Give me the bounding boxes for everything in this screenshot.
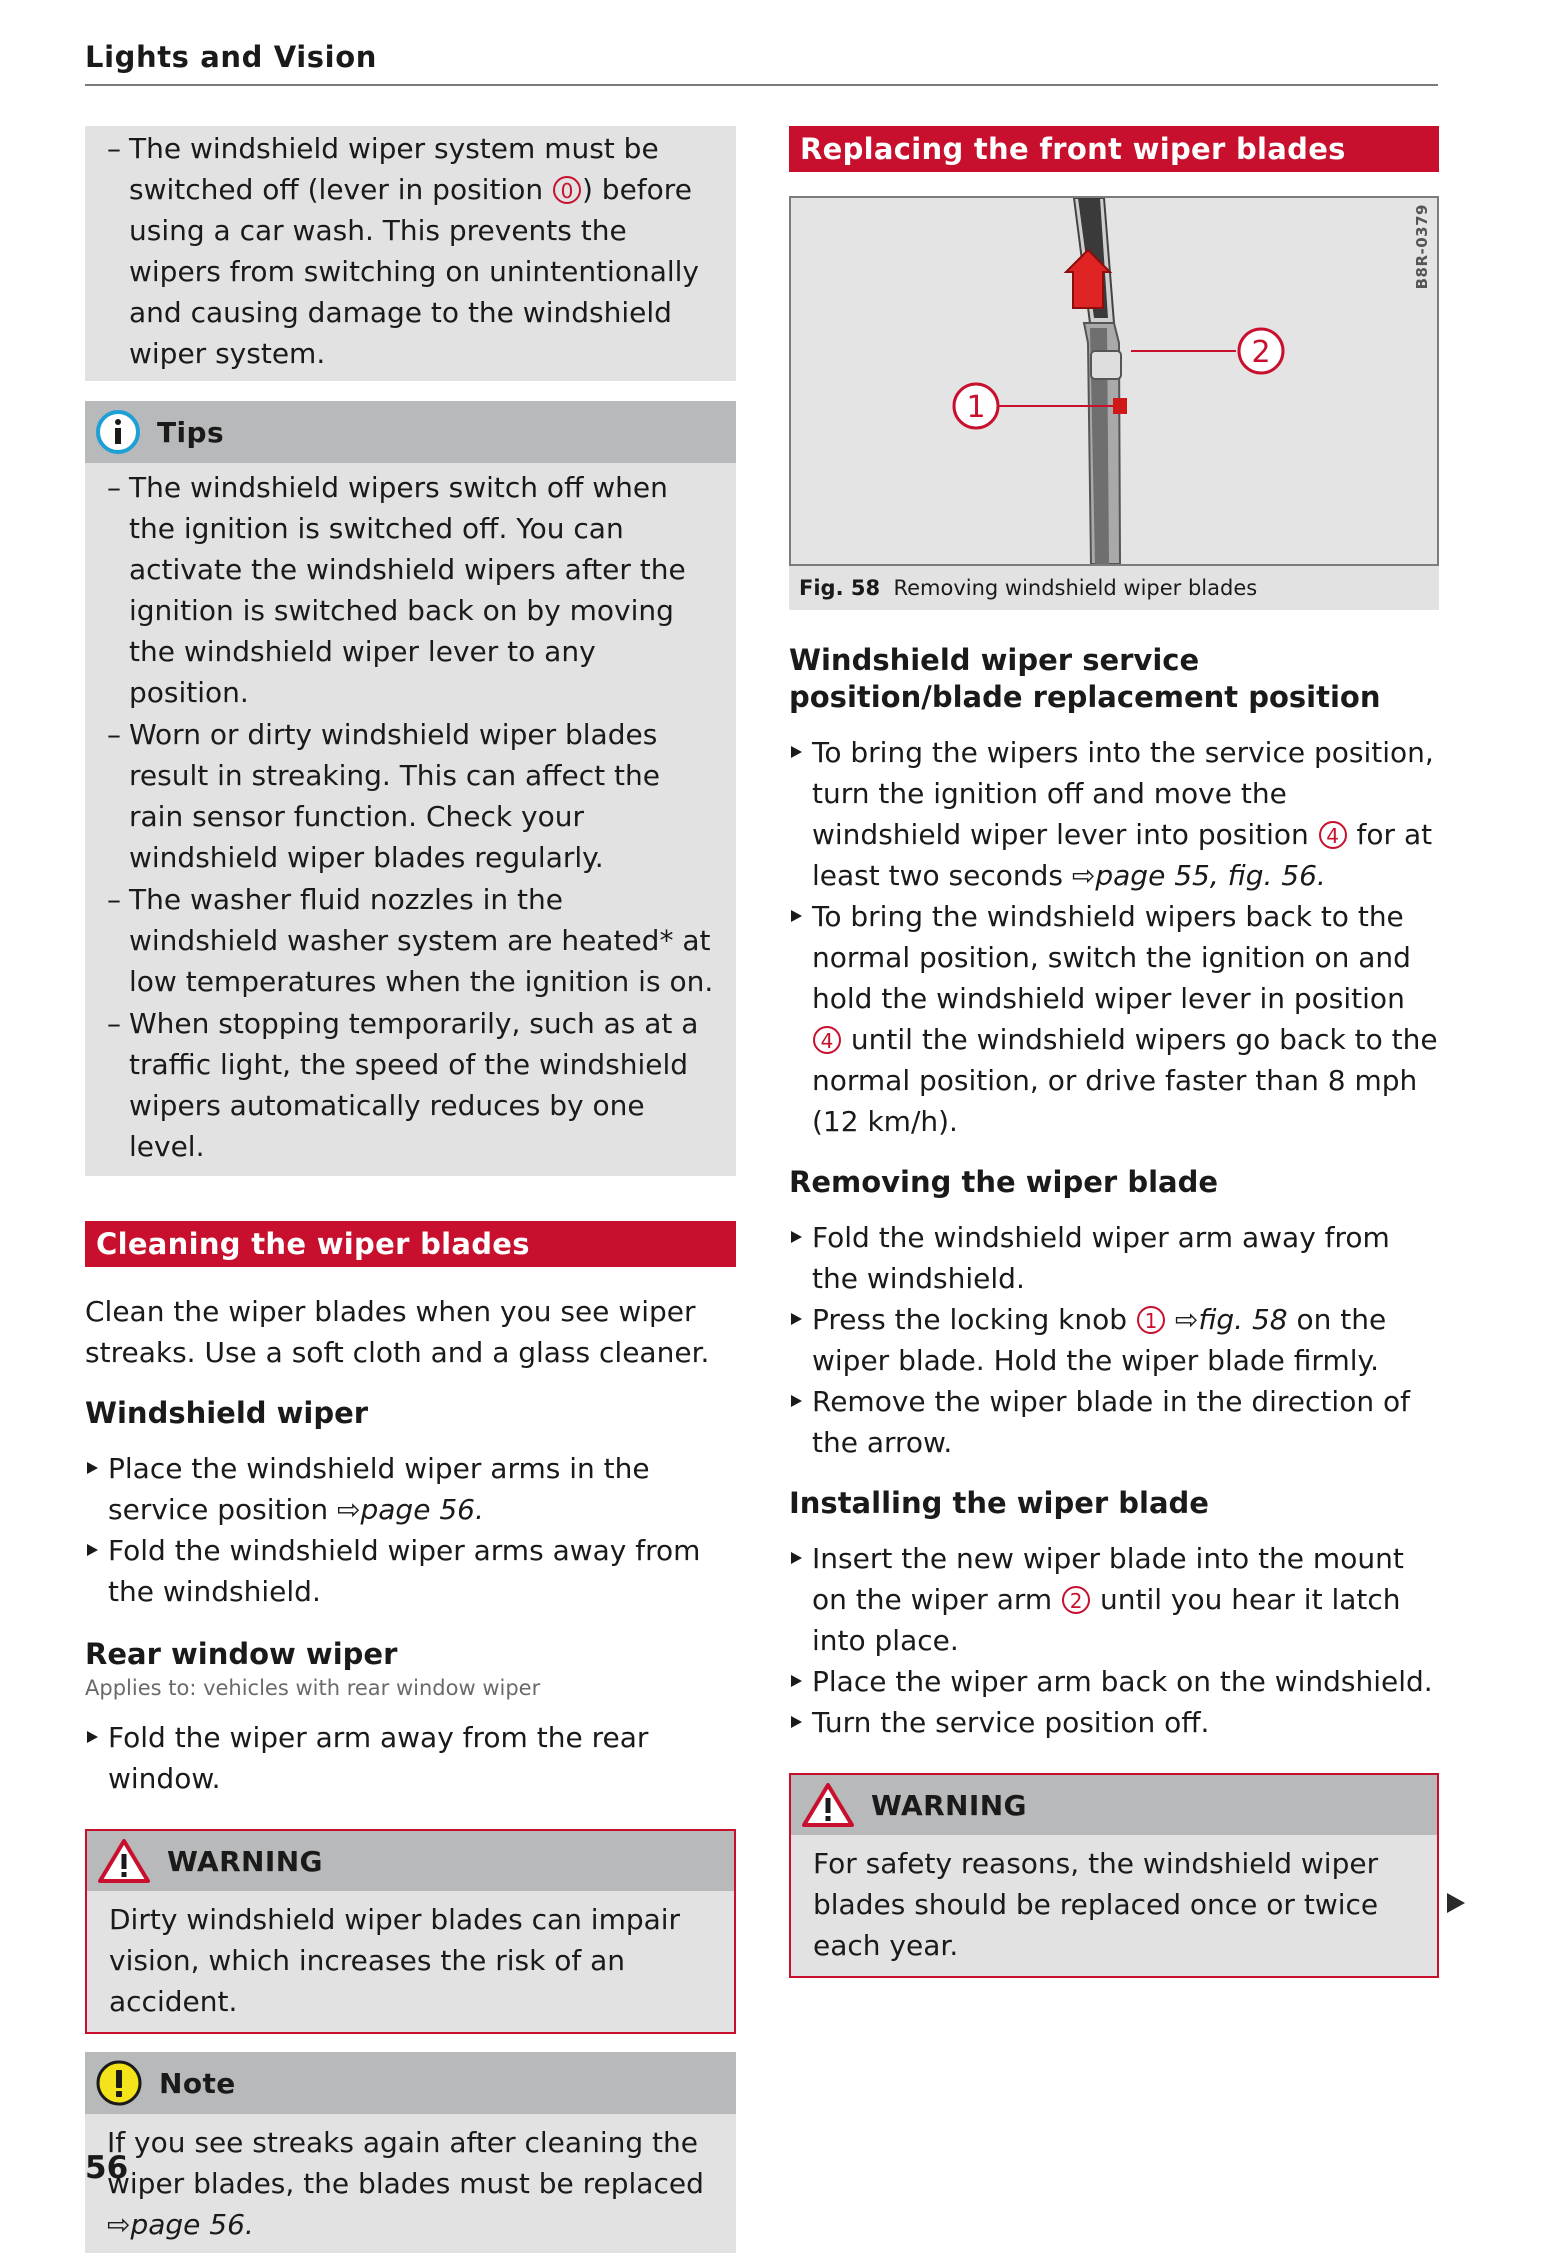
warning-title: WARNING <box>167 1844 323 1878</box>
tip-item: – The washer fluid nozzles in the windshield washer system are heated* at low temperatures when the ignition is on. <box>107 879 716 1002</box>
position-marker-4: 4 <box>1319 821 1347 849</box>
callout-2-label: 2 <box>1251 335 1271 370</box>
figure-code: B8R-0379 <box>1413 204 1431 290</box>
callout-1-label: 1 <box>966 390 986 425</box>
installing-heading: Installing the wiper blade <box>789 1486 1209 1520</box>
warning-text: Dirty windshield wiper blades can impair vision, which increases the risk of an accident. <box>109 1903 681 2018</box>
step-item: Place the wiper arm back on the windshield. <box>789 1661 1439 1702</box>
step-item: Fold the wiper arm away from the rear window. <box>85 1717 736 1799</box>
step-item: Insert the new wiper blade into the mount on the wiper arm 2 until you hear it latch into place. <box>789 1538 1439 1661</box>
applies-to-note: Applies to: vehicles with rear window wiper <box>85 1676 541 1700</box>
note-title: Note <box>159 2066 236 2100</box>
position-marker-4: 4 <box>813 1026 841 1054</box>
warning-box-right <box>789 1773 1439 1978</box>
warning-box-left <box>85 1829 736 2034</box>
note-box <box>85 2052 736 2253</box>
service-position-heading: Windshield wiper service position/blade replacement position <box>789 643 1381 714</box>
page-reference-link[interactable]: page 55, fig. 56. <box>1095 859 1326 892</box>
tip-item: – When stopping temporarily, such as at a traffic light, the speed of the windshield wipers automatically reduces by one level. <box>107 1003 716 1167</box>
callout-marker-2: 2 <box>1062 1586 1090 1614</box>
tip-item: – The windshield wipers switch off when the ignition is switched off. You can activate the windshield wipers after the ignition is switched back on by moving the windshield wiper lever to any position. <box>107 467 716 713</box>
reference-arrow-icon: ⇨ <box>1174 1303 1199 1336</box>
windshield-wiper-heading: Windshield wiper <box>85 1396 369 1430</box>
tips-body <box>85 463 736 1176</box>
step-item: Place the windshield wiper arms in the service position ⇨page 56. <box>85 1448 736 1530</box>
tip-item: – Worn or dirty windshield wiper blades result in streaking. This can affect the rain sensor function. Check your windshield wiper blades regularly. <box>107 714 716 878</box>
page-reference-link[interactable]: page 56. <box>360 1493 484 1526</box>
figure-label: Fig. 58 <box>799 576 881 600</box>
step-item: Fold the windshield wiper arms away from the windshield. <box>85 1530 736 1612</box>
figure-caption <box>789 566 1439 610</box>
windshield-wiper-steps <box>85 1448 736 1612</box>
right-column <box>789 126 1439 1978</box>
tips-box <box>85 401 736 1176</box>
reference-arrow-icon: ⇨ <box>107 2208 131 2241</box>
page-number: 56 <box>85 2150 129 2186</box>
removing-heading: Removing the wiper blade <box>789 1165 1219 1199</box>
warning-title: WARNING <box>871 1788 1027 1822</box>
figure-reference-link[interactable]: fig. 58 <box>1198 1303 1288 1336</box>
callout-marker-1: 1 <box>1137 1306 1165 1334</box>
section-header: Lights and Vision <box>85 40 1438 86</box>
removing-steps <box>789 1217 1439 1463</box>
note-text: If you see streaks again after cleaning the wiper blades, the blades must be replaced ⇨page 56. <box>107 2126 704 2241</box>
info-icon <box>95 409 141 455</box>
warning-text: For safety reasons, the windshield wiper blades should be replaced once or twice each year. <box>813 1847 1379 1962</box>
tips-title: Tips <box>157 415 225 449</box>
position-marker-0: 0 <box>553 176 581 204</box>
left-column <box>85 126 736 2253</box>
warning-header <box>87 1831 734 1891</box>
wiper-blade-illustration <box>791 198 1437 564</box>
step-item: Press the locking knob 1 ⇨fig. 58 on the wiper blade. Hold the wiper blade firmly. <box>789 1299 1439 1381</box>
warning-triangle-icon <box>801 1782 855 1828</box>
step-item: To bring the wipers into the service position, turn the ignition off and move the windshield wiper lever into position 4 for at least two seconds ⇨page 55, fig. 56. <box>789 732 1439 896</box>
figure-caption-text: Removing windshield wiper blades <box>893 576 1258 600</box>
reference-arrow-icon: ⇨ <box>337 1493 361 1526</box>
warning-body <box>87 1891 734 2032</box>
exclamation-circle-icon <box>95 2059 143 2107</box>
continue-arrow-icon <box>1447 1893 1465 1913</box>
cleaning-intro: Clean the wiper blades when you see wiper streaks. Use a soft cloth and a glass cleaner. <box>85 1295 710 1369</box>
rear-window-wiper-heading: Rear window wiper <box>85 1637 398 1671</box>
locking-knob <box>1113 398 1127 414</box>
figure-wiper-blade <box>789 196 1439 566</box>
page-reference-link[interactable]: page 56. <box>130 2208 254 2241</box>
step-item: Remove the wiper blade in the direction of the arrow. <box>789 1381 1439 1463</box>
warning-header <box>791 1775 1437 1835</box>
rear-wiper-steps <box>85 1717 736 1799</box>
warning-body <box>791 1835 1437 1976</box>
step-item: Turn the service position off. <box>789 1702 1439 1743</box>
cleaning-section-title: Cleaning the wiper blades <box>85 1221 736 1267</box>
car-wash-note-item: – The windshield wiper system must be switched off (lever in position 0 ) before using a car wash. This prevents the wipers from switching on unintentionally and causing damage to the windshield wiper system. <box>107 128 716 374</box>
step-item: To bring the windshield wipers back to the normal position, switch the ignition on and hold the windshield wiper lever in position 4 until the windshield wipers go back to the normal position, or drive faster than 8 mph (12 km/h). <box>789 896 1439 1142</box>
reference-arrow-icon: ⇨ <box>1071 859 1096 892</box>
installing-steps <box>789 1538 1439 1743</box>
wiper-car-wash-note <box>85 126 736 381</box>
warning-triangle-icon <box>97 1838 151 1884</box>
tips-header <box>85 401 736 463</box>
note-body <box>85 2114 736 2253</box>
note-header <box>85 2052 736 2114</box>
service-position-steps <box>789 732 1439 1142</box>
replacing-section-title: Replacing the front wiper blades <box>789 126 1439 172</box>
step-item: Fold the windshield wiper arm away from the windshield. <box>789 1217 1439 1299</box>
